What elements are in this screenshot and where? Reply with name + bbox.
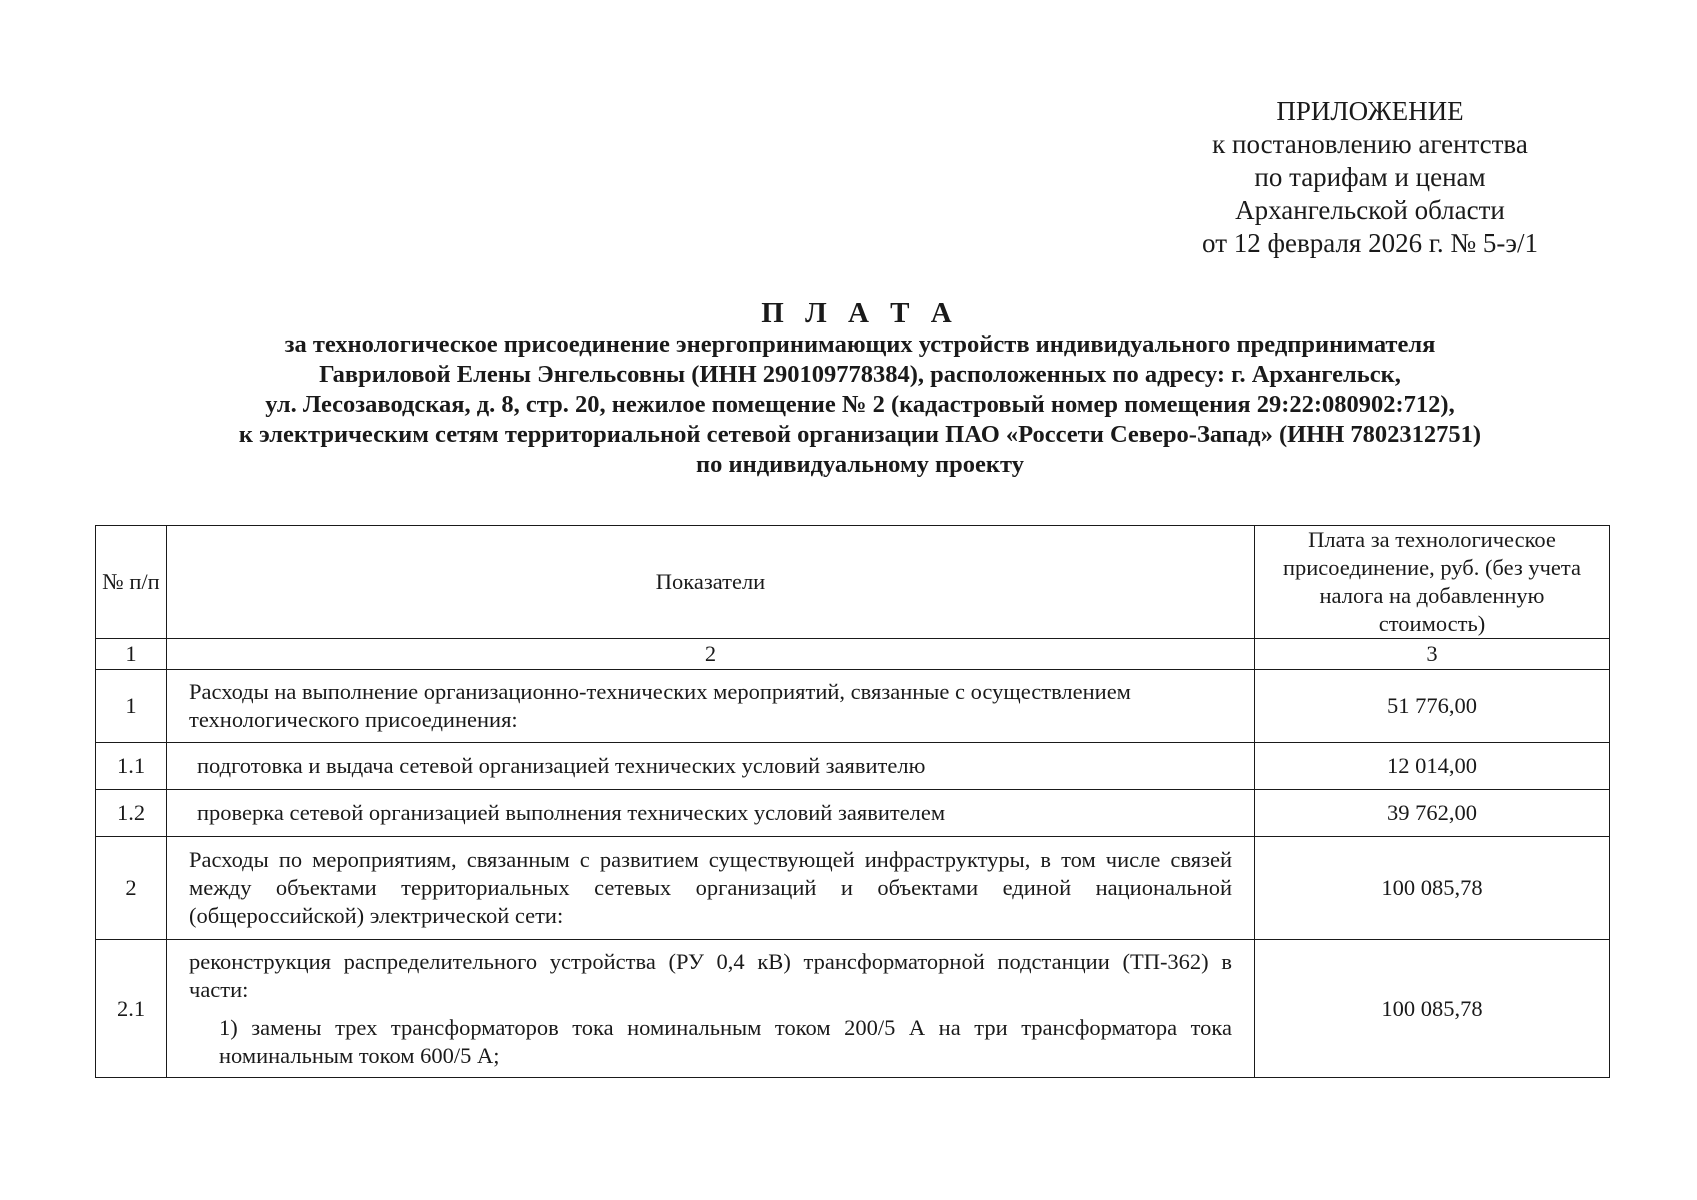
row-value: 100 085,78 xyxy=(1255,940,1610,1078)
row-subtext: 1) замены трех трансформаторов тока номинальным током 200/5 А на три трансформатора тока номинальным током 600/5 А; xyxy=(219,1014,1232,1068)
header-fee: Плата за технологическое присоединение, руб. (без учета налога на добавленную стоимость) xyxy=(1255,526,1610,639)
row-num: 2.1 xyxy=(96,940,167,1078)
row-text-cell xyxy=(167,743,1255,790)
table-row xyxy=(96,837,1610,940)
row-text: реконструкция распределительного устройства (РУ 0,4 кВ) трансформаторной подстанции (ТП-362) в части: xyxy=(189,948,1232,1002)
row-text: проверка сетевой организацией выполнения технических условий заявителем xyxy=(197,800,946,825)
title-line: за технологическое присоединение энергопринимающих устройств индивидуального предпринимателя xyxy=(284,331,1436,358)
title-main: П Л А Т А xyxy=(761,297,959,329)
row-num: 1.1 xyxy=(96,743,167,790)
appendix-line: к постановлению агентства xyxy=(1212,129,1528,159)
row-num: 1 xyxy=(96,670,167,743)
row-text: Расходы по мероприятиям, связанным с развитием существующей инфраструктуры, в том числе связей между объектами территориальных сетевых организаций и объектами единой национальной (общероссийской) электрической сети: xyxy=(167,837,1255,940)
row-text-cell xyxy=(167,790,1255,837)
row-value: 12 014,00 xyxy=(1255,743,1610,790)
row-text: Расходы на выполнение организационно-технических мероприятий, связанные с осуществлением технологического присоединения: xyxy=(167,670,1255,743)
row-num: 2 xyxy=(96,837,167,940)
row-num: 1.2 xyxy=(96,790,167,837)
row-value: 100 085,78 xyxy=(1255,837,1610,940)
row-text: подготовка и выдача сетевой организацией технических условий заявителю xyxy=(197,753,926,778)
appendix-block xyxy=(1150,95,1590,260)
table-row xyxy=(96,790,1610,837)
column-number: 2 xyxy=(167,639,1255,670)
title-line: Гавриловой Елены Энгельсовны (ИНН 290109778384), расположенных по адресу: г. Архангельск, xyxy=(319,361,1401,388)
table-row xyxy=(96,743,1610,790)
fee-table xyxy=(95,525,1610,1078)
row-text-cell xyxy=(167,940,1255,1078)
column-number: 1 xyxy=(96,639,167,670)
row-value: 51 776,00 xyxy=(1255,670,1610,743)
row-value: 39 762,00 xyxy=(1255,790,1610,837)
appendix-date-line: от 12 февраля 2026 г. № 5-э/1 xyxy=(1202,228,1538,258)
appendix-line: по тарифам и ценам xyxy=(1254,162,1486,192)
table-header-row xyxy=(96,526,1610,639)
appendix-line: Архангельской области xyxy=(1235,195,1505,225)
appendix-heading: ПРИЛОЖЕНИЕ xyxy=(1276,96,1464,126)
column-number-row xyxy=(96,639,1610,670)
header-num: № п/п xyxy=(96,526,167,639)
column-number: 3 xyxy=(1255,639,1610,670)
document-title xyxy=(100,296,1620,480)
title-line: к электрическим сетям территориальной сетевой организации ПАО «Россети Северо-Запад» (ИНН 7802312751) xyxy=(238,421,1482,448)
title-line: по индивидуальному проекту xyxy=(696,451,1024,478)
title-line: ул. Лесозаводская, д. 8, стр. 20, нежилое помещение № 2 (кадастровый номер помещения 29:22:080902:712), xyxy=(265,391,1455,418)
table-row xyxy=(96,670,1610,743)
header-indicators: Показатели xyxy=(167,526,1255,639)
table-row xyxy=(96,940,1610,1078)
